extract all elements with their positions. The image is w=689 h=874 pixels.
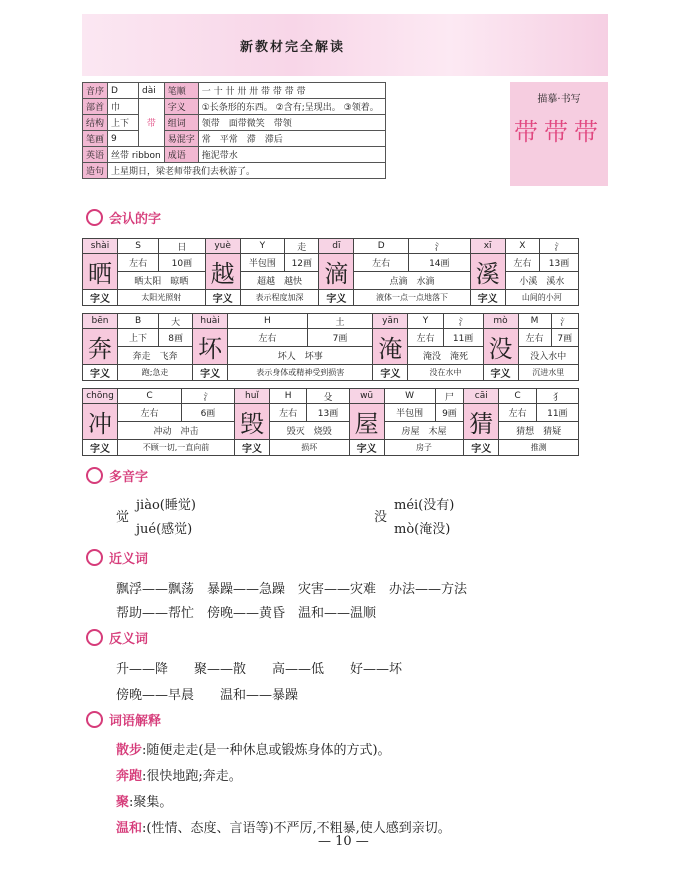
magnifier-icon [86, 209, 103, 226]
strokes: 13画 [307, 404, 349, 422]
meaning-label: 字义 [83, 290, 118, 306]
value: 拖泥带水 [198, 147, 385, 163]
big-char: 淹 [373, 329, 408, 365]
char-info: xī [470, 239, 505, 254]
section-syn [86, 548, 148, 567]
value: 常 平常 滞 滞后 [198, 131, 385, 147]
header-title: 新教材完全解读 [240, 40, 346, 55]
syn-line: 帮助——帮忙 傍晚——黄昏 温和——温顺 [116, 606, 377, 621]
char-info: 氵 [551, 314, 578, 329]
words: 毁灭 烧毁 [269, 422, 349, 440]
expl-def: :很快地跑;奔走。 [142, 769, 242, 784]
recognize-row [82, 388, 579, 456]
meaning-label: 字义 [483, 365, 518, 381]
big-char: 越 [205, 254, 240, 290]
structure: 左右 [118, 254, 159, 272]
meaning: 表示身体或精神受到损害 [228, 365, 373, 381]
structure: 上下 [118, 329, 159, 347]
magnifier-icon [86, 711, 103, 728]
meaning-label: 字义 [464, 440, 499, 456]
value: ①长条形的东西。 ②含有;呈现出。 ③领着。 [198, 99, 385, 115]
big-char: 毁 [234, 404, 269, 440]
strokes: 12画 [285, 254, 319, 272]
char-info: huài [193, 314, 228, 329]
meaning: 损坏 [269, 440, 349, 456]
char-info: M [518, 314, 551, 329]
structure: 左右 [505, 254, 539, 272]
strokes: 9画 [435, 404, 464, 422]
label: 笔顺 [164, 83, 198, 99]
magnifier-icon [86, 549, 103, 566]
label: 部首 [83, 99, 108, 115]
words: 淹没 淹死 [408, 347, 483, 365]
char-info: chōng [83, 389, 118, 404]
structure: 左右 [269, 404, 306, 422]
meaning-label: 字义 [193, 365, 228, 381]
big-char: 奔 [83, 329, 118, 365]
poly-char: 觉 [116, 510, 130, 525]
meaning: 太阳光照射 [118, 290, 206, 306]
poly-reading: méi(没有) [394, 498, 455, 513]
char-info: W [384, 389, 435, 404]
words: 超越 越快 [240, 272, 319, 290]
char-info: huǐ [234, 389, 269, 404]
ant-line: 傍晚——早晨 温和——暴躁 [116, 688, 299, 703]
strokes: 6画 [181, 404, 234, 422]
char-info: 尸 [435, 389, 464, 404]
section-title: 会认的字 [109, 212, 162, 227]
value: 领带 面带微笑 带领 [198, 115, 385, 131]
structure: 左右 [118, 404, 182, 422]
section-recognize [86, 208, 161, 227]
char-info: D [354, 239, 409, 254]
magnifier-icon [86, 629, 103, 646]
poly-reading: jué(感觉) [136, 522, 193, 537]
label: 造句 [83, 163, 108, 179]
char-info: S [118, 239, 159, 254]
label: 笔画 [83, 131, 108, 147]
meaning-label: 字义 [205, 290, 240, 306]
syn-line: 飘浮——飘荡 暴躁——急躁 灾害——灾难 办法——方法 [116, 582, 468, 597]
expl-list [116, 738, 451, 842]
recognize-row [82, 238, 579, 306]
char-info: 大 [159, 314, 193, 329]
char-info: 氵 [408, 239, 470, 254]
expl-def: :聚集。 [129, 795, 173, 810]
char-info: 走 [285, 239, 319, 254]
char-info: 氵 [181, 389, 234, 404]
structure: 左右 [518, 329, 551, 347]
value: 上星期日，梁老师带我们去秋游了。 [108, 163, 386, 179]
strokes: 14画 [408, 254, 470, 272]
expl-item [116, 738, 451, 764]
section-title: 反义词 [109, 632, 149, 647]
strokes: 7画 [551, 329, 578, 347]
char-info: H [228, 314, 307, 329]
big-char: 屋 [349, 404, 384, 440]
trace-chars: 带带带 [514, 118, 604, 146]
meaning: 推测 [499, 440, 579, 456]
ant-line: 升——降 聚——散 高——低 好——坏 [116, 662, 403, 677]
meaning-label: 字义 [83, 440, 118, 456]
big-char: 晒 [83, 254, 118, 290]
words: 点滴 水滴 [354, 272, 470, 290]
strokes: 11画 [536, 404, 578, 422]
char-table [82, 82, 386, 179]
expl-word: 奔跑 [116, 769, 143, 784]
char-info: 殳 [307, 389, 349, 404]
char-info: 氵 [540, 239, 579, 254]
label: 组词 [164, 115, 198, 131]
section-poly [86, 466, 148, 485]
big-char: 冲 [83, 404, 118, 440]
meaning-label: 字义 [349, 440, 384, 456]
char-info: C [118, 389, 182, 404]
words: 晒太阳 晾晒 [118, 272, 206, 290]
expl-word: 散步 [116, 743, 143, 758]
big-char: 没 [483, 329, 518, 365]
char-info: mò [483, 314, 518, 329]
char-info: 氵 [443, 314, 483, 329]
words: 冲动 冲击 [118, 422, 235, 440]
meaning-label: 字义 [319, 290, 354, 306]
char-info: 土 [307, 314, 373, 329]
expl-item [116, 764, 451, 790]
char-info: 日 [159, 239, 205, 254]
strokes: 10画 [159, 254, 205, 272]
big-char: 猜 [464, 404, 499, 440]
label: 易混字 [164, 131, 198, 147]
char-info: Y [408, 314, 443, 329]
label: 英语 [83, 147, 108, 163]
meaning: 房子 [384, 440, 464, 456]
big-char: 带 [139, 99, 165, 147]
recognize-row [82, 313, 579, 381]
meaning: 山间的小河 [505, 290, 578, 306]
value: dài [139, 83, 165, 99]
magnifier-icon [86, 467, 103, 484]
section-ant [86, 628, 148, 647]
words: 小溪 溪水 [505, 272, 578, 290]
structure: 半包围 [384, 404, 435, 422]
structure: 左右 [228, 329, 307, 347]
meaning-label: 字义 [373, 365, 408, 381]
char-info: dī [319, 239, 354, 254]
meaning-label: 字义 [470, 290, 505, 306]
big-char: 溪 [470, 254, 505, 290]
meaning: 表示程度加深 [240, 290, 319, 306]
value: D [108, 83, 139, 99]
structure: 左右 [499, 404, 536, 422]
value: 丝带 ribbon [108, 147, 165, 163]
structure: 左右 [354, 254, 409, 272]
words: 猜想 猜疑 [499, 422, 579, 440]
expl-word: 聚 [116, 795, 130, 810]
char-info: B [118, 314, 159, 329]
section-title: 词语解释 [109, 714, 162, 729]
char-info: bēn [83, 314, 118, 329]
char-info: Y [240, 239, 285, 254]
structure: 半包围 [240, 254, 285, 272]
meaning: 没在水中 [408, 365, 483, 381]
recognize-grid [82, 238, 579, 463]
label: 音序 [83, 83, 108, 99]
big-char: 坏 [193, 329, 228, 365]
words: 奔走 飞奔 [118, 347, 193, 365]
section-title: 近义词 [109, 552, 149, 567]
strokes: 11画 [443, 329, 483, 347]
meaning: 沉进水里 [518, 365, 579, 381]
big-char: 滴 [319, 254, 354, 290]
strokes: 13画 [540, 254, 579, 272]
label: 结构 [83, 115, 108, 131]
char-info: yān [373, 314, 408, 329]
char-info: yuè [205, 239, 240, 254]
expl-item [116, 816, 451, 842]
poly-char: 没 [374, 510, 388, 525]
value: 一 十 卄 卅 卅 带 带 带 带 [198, 83, 385, 99]
section-expl [86, 710, 161, 729]
poly-reading: jiào(睡觉) [136, 498, 196, 513]
char-info: C [499, 389, 536, 404]
page-number: — 10 — [318, 834, 369, 849]
label: 字义 [164, 99, 198, 115]
words: 没入水中 [518, 347, 579, 365]
expl-def: :(性情、态度、言语等)不严厉,不粗暴,使人感到亲切。 [142, 821, 451, 836]
char-info: 犭 [536, 389, 578, 404]
char-info: shài [83, 239, 118, 254]
value: 9 [108, 131, 139, 147]
meaning-label: 字义 [83, 365, 118, 381]
label: 成语 [164, 147, 198, 163]
section-title: 多音字 [109, 470, 149, 485]
value: 巾 [108, 99, 139, 115]
expl-item [116, 790, 451, 816]
value: 上下 [108, 115, 139, 131]
meaning-label: 字义 [234, 440, 269, 456]
char-info: H [269, 389, 306, 404]
char-info: cāi [464, 389, 499, 404]
words: 房屋 木屋 [384, 422, 464, 440]
meaning: 液体一点一点地落下 [354, 290, 470, 306]
strokes: 7画 [307, 329, 373, 347]
expl-def: :随便走走(是一种休息或锻炼身体的方式)。 [142, 743, 391, 758]
meaning: 不顾一切,一直向前 [118, 440, 235, 456]
trace-title: 描摹·书写 [537, 94, 581, 105]
structure: 左右 [408, 329, 443, 347]
meaning: 跑;急走 [118, 365, 193, 381]
char-info: X [505, 239, 539, 254]
strokes: 8画 [159, 329, 193, 347]
expl-word: 温和 [116, 821, 143, 836]
words: 坏人 坏事 [228, 347, 373, 365]
char-info: wū [349, 389, 384, 404]
poly-reading: mò(淹没) [394, 522, 451, 537]
